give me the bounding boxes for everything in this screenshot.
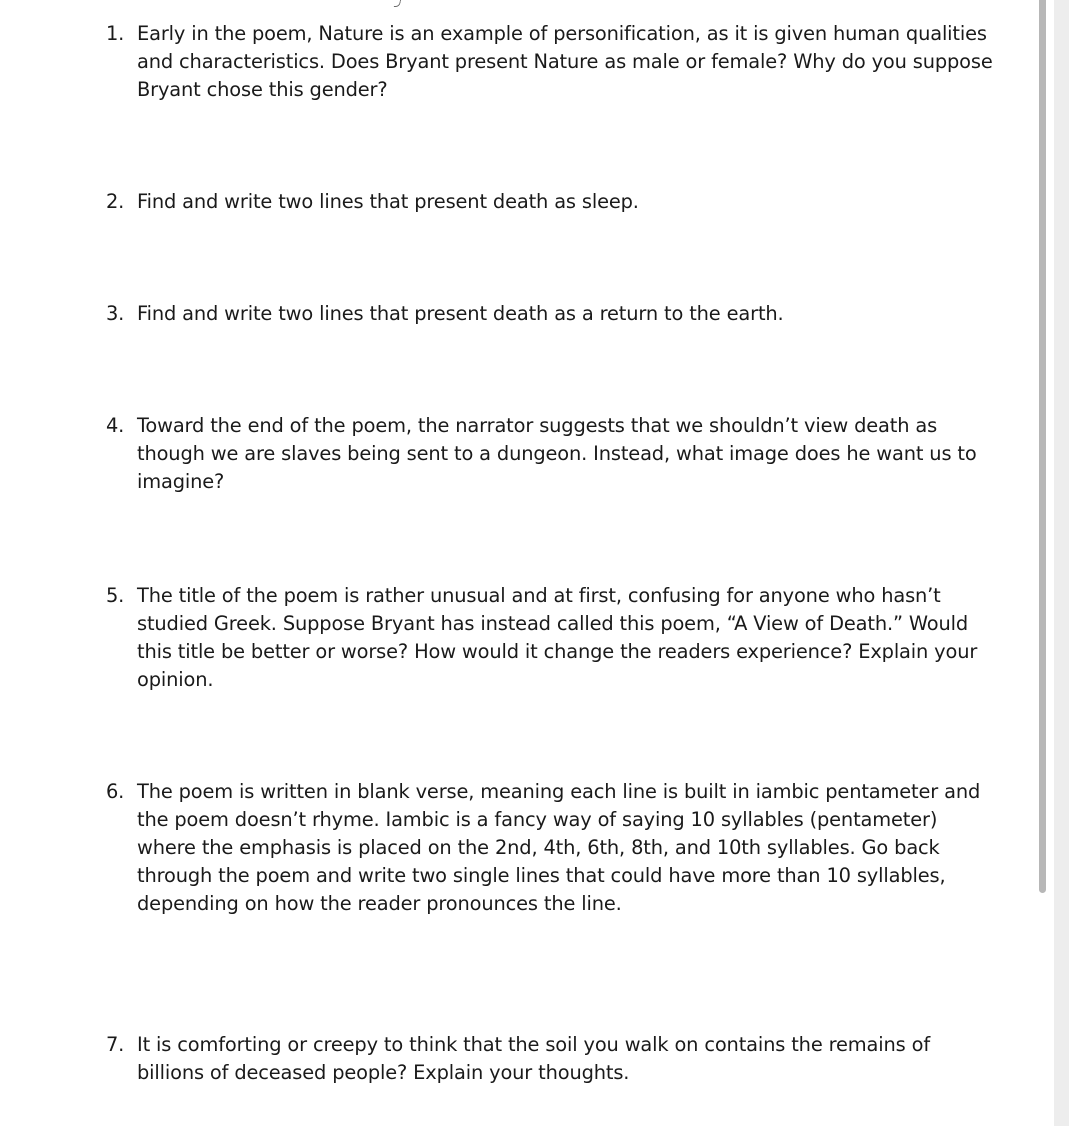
question-number: 7. <box>106 1033 125 1056</box>
question-text: It is comforting or creepy to think that the soil you walk on contains the remains of billions of deceased people? Explain your thoughts. <box>137 1033 930 1084</box>
question-text: The poem is written in blank verse, meaning each line is built in iambic pentameter and the poem doesn’t rhyme. Iambic is a fancy way of saying 10 syllables (pentameter) where the emphasis is placed on the 2nd, 4th, 6th, 8th, and 10th syllables. Go back through the poem and write two single lines that could have more than 10 syllables, depending on how the reader pronounces the line. <box>137 780 981 915</box>
question-text: Toward the end of the poem, the narrator suggests that we shouldn’t view death as though we are slaves being sent to a dungeon. Instead, what image does he want us to imagine? <box>137 414 977 493</box>
question-4 <box>106 412 996 496</box>
question-number: 3. <box>106 302 125 325</box>
question-text: The title of the poem is rather unusual and at first, confusing for anyone who hasn’t studied Greek. Suppose Bryant has instead called this poem, “A View of Death.” Would this title be better or worse? How would it change the readers experience? Explain your opinion. <box>137 584 978 691</box>
scrollbar-thumb[interactable] <box>1039 0 1046 893</box>
question-number: 6. <box>106 780 125 803</box>
question-text: Early in the poem, Nature is an example of personification, as it is given human qualities and characteristics. Does Bryant present Nature as male or female? Why do you suppose Bryant chose this gender? <box>137 22 993 101</box>
question-7 <box>106 1031 996 1087</box>
question-text: Find and write two lines that present death as a return to the earth. <box>137 302 784 325</box>
question-number: 5. <box>106 584 125 607</box>
question-text: Find and write two lines that present death as sleep. <box>137 190 639 213</box>
question-5 <box>106 582 996 694</box>
question-number: 4. <box>106 414 125 437</box>
question-number: 1. <box>106 22 125 45</box>
question-number: 2. <box>106 190 125 213</box>
stray-pen-mark <box>394 0 403 7</box>
scrollbar-track[interactable] <box>1054 0 1069 1126</box>
question-3 <box>106 300 996 328</box>
question-1 <box>106 20 996 104</box>
question-6 <box>106 778 996 918</box>
question-2 <box>106 188 996 216</box>
